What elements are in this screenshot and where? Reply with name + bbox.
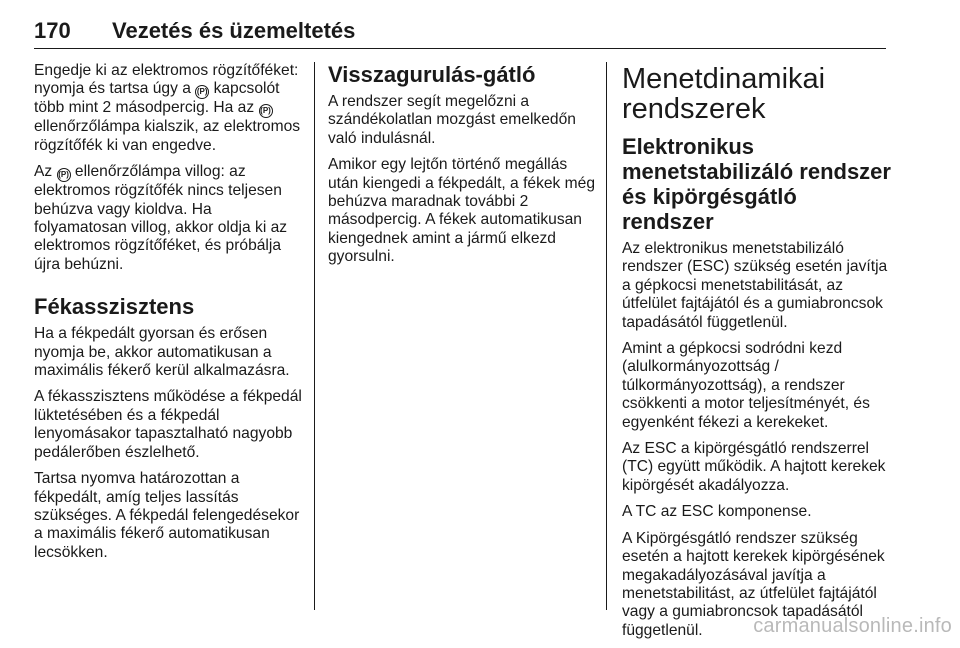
paragraph: Az ESC a kipörgésgátló rendszerrel (TC) együtt működik. A hajtott kerekek kipörgését akadályozza. bbox=[622, 440, 886, 494]
page-header bbox=[34, 18, 886, 49]
column-3 bbox=[622, 62, 892, 648]
paragraph: Amint a gépkocsi sodródni kezd (alulkormányozottság / túlkormányozottság), a rendszer csökkenti a motor teljesítményét, és egyenként fékezi a kerekeket. bbox=[622, 340, 870, 431]
column-1 bbox=[34, 62, 306, 570]
parking-brake-lamp-icon: (P) bbox=[259, 104, 273, 118]
chapter-heading: Menetdinamikai rendszerek bbox=[622, 63, 826, 125]
paragraph: Amikor egy lejtőn történő megállás után kiengedi a fékpedált, a fékek még behúzva maradnak további 2 másodpercig. A fékek automatikusan kiengednek amint a jármű elkezd gyorsulni. bbox=[328, 156, 596, 266]
paragraph: A TC az ESC komponense. bbox=[622, 503, 812, 521]
parking-brake-lamp-icon: (P) bbox=[57, 168, 71, 182]
page-number: 170 bbox=[34, 18, 71, 43]
section-heading: Visszagurulás-gátló bbox=[328, 62, 536, 87]
text: Az bbox=[34, 163, 53, 181]
paragraph: Tartsa nyomva határozottan a fékpedált, amíg teljes lassítás szükséges. A fékpedál felengedésekor a maximális fékerő automatikusan lecsökken. bbox=[34, 470, 300, 561]
paragraph bbox=[34, 62, 306, 155]
watermark: carmanualsonline.info bbox=[753, 615, 952, 637]
column-2 bbox=[328, 62, 596, 275]
paragraph: Az elektronikus menetstabilizáló rendszer (ESC) szükség esetén javítja a gépkocsi menetstabilitását, az útfelület fajtájától és a gumiabroncsok tapadásától függetlenül. bbox=[622, 240, 888, 331]
parking-brake-lamp-icon: (P) bbox=[195, 85, 209, 99]
paragraph: A Kipörgésgátló rendszer szükség esetén a hajtott kerekek kipörgésének megakadályozásával javítja a menetstabilitást, az útfelület fajtájától vagy a gumiabroncsok tapadásától függetlenül. bbox=[622, 529, 885, 639]
paragraph: A fékasszisztens működése a fékpedál lüktetésében és a fékpedál lenyomásakor tapasztalható nagyobb pedálerőben észlelhető. bbox=[34, 388, 302, 461]
text: Engedje ki az elektromos rögzítőféket: nyomja és tartsa úgy a bbox=[34, 62, 299, 98]
column-divider bbox=[314, 62, 315, 610]
text: ellenőrzőlámpa villog: az elektromos rögzítőfék nincs teljesen behúzva vagy kioldva. Ha folyamatosan villog, akkor oldja ki az elektromos rögzítőféket, és próbálja újra behúzni. bbox=[34, 163, 288, 273]
section-heading: Fékasszisztens bbox=[34, 294, 195, 320]
running-title: Vezetés és üzemeltetés bbox=[112, 18, 356, 43]
paragraph: A rendszer segít megelőzni a szándékolatlan mozgást emelkedőn való indulásnál. bbox=[328, 93, 576, 147]
paragraph: Ha a fékpedált gyorsan és erősen nyomja be, akkor automatikusan a maximális fékerő kerül alkalmazásra. bbox=[34, 325, 290, 380]
paragraph bbox=[34, 163, 306, 274]
text: kapcsolót több mint 2 másodpercig. Ha az bbox=[34, 80, 280, 117]
text: ellenőrzőlámpa kialszik, az elektromos rögzítőfék ki van engedve. bbox=[34, 118, 301, 154]
section-heading: Elektronikus menetstabilizáló rendszer és kipörgésgátló rendszer bbox=[622, 134, 891, 234]
column-divider bbox=[606, 62, 607, 610]
